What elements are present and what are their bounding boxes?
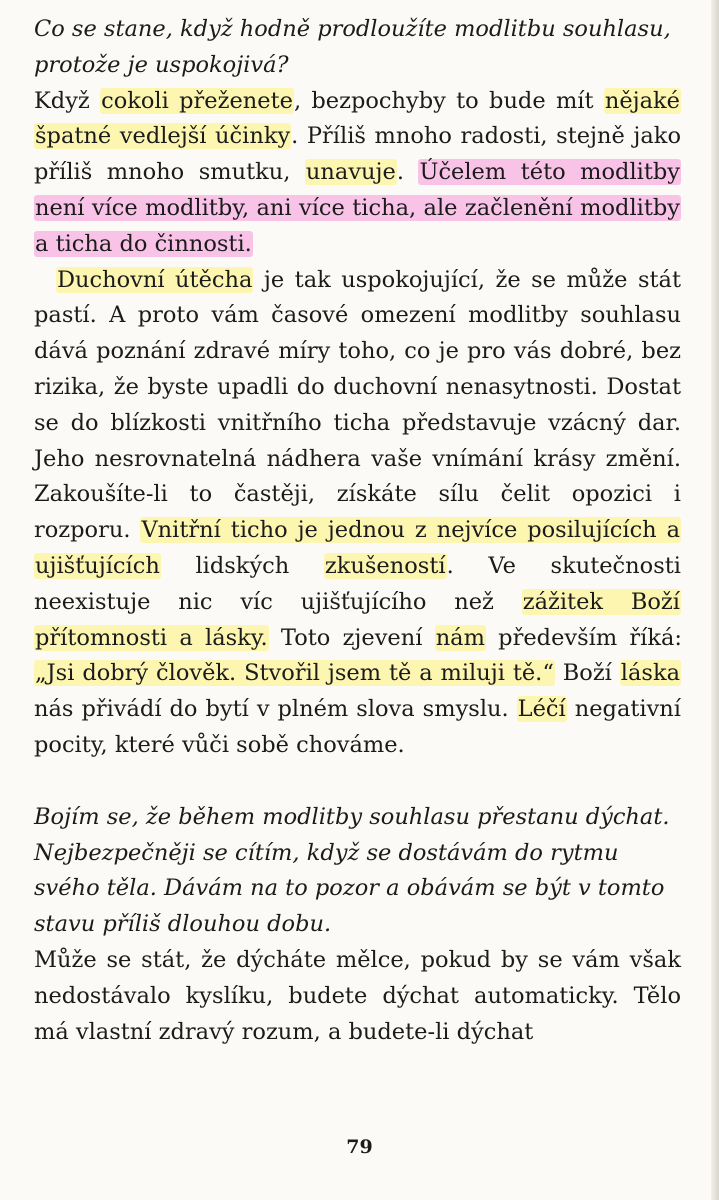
answer-1 [34,84,681,263]
highlight-yellow: „Jsi dobrý člověk. Stvořil jsem tě a miluji tě.“ [35,660,554,687]
page-number: 79 [346,1136,373,1158]
question-2: Bojím se, že během modlitby souhlasu přestanu dýchat. Nejbezpečněji se cítím, když se dostávám do rytmu svého těla. Dávám na to pozor a obávám se být v tomto stavu příliš dlouhou dobu. [34,803,670,938]
text: je tak uspokojující, že se může stát pastí. A proto vám časové omezení modlitby souhlasu dává poznání zdravé míry toho, co je pro vás dobré, bez rizika, že byste upadli do duchovní nenasytnosti. Dostat se do blízkosti vnitřního ticha představuje vzácný dar. Jeho nesrovnatelná nádhera vaše vnímání krásy změní. Zakoušíte-li to častěji, získáte sílu čelit opozici i rozporu. [34,266,681,544]
text: Boží [554,660,620,687]
section-gap [34,764,681,800]
highlight-yellow: Léčí [517,696,566,723]
highlight-yellow: zážitek Boží přítomnosti a lásky. [35,588,680,651]
question-1: Co se stane, když hodně prodloužíte modlitbu souhlasu, protože je uspokojivá? [34,16,671,78]
highlight-yellow: láska [620,660,681,687]
answer-2: Může se stát, že dýcháte mělce, pokud by se vám však nedostávalo kyslíku, budete dýchat automaticky. Tělo má vlastní zdravý rozum, a budete-li dýchat [34,946,681,1045]
text: . Příliš mnoho radosti, stejně jako příliš mnoho smutku, [34,123,681,186]
text: Toto zjevení [268,624,435,651]
text: negativní pocity, které vůči sobě chováme. [34,696,681,758]
highlight-yellow: nějaké špatné vedlejší účinky [35,87,680,150]
text: , bezpochyby to bude mít [293,87,604,114]
paragraph-2 [34,263,681,764]
text: především říká: [485,624,682,651]
highlight-yellow: zkušeností [324,552,446,579]
highlight-yellow: cokoli přeženete [101,87,293,114]
text: . Ve skutečnosti neexistuje nic víc ujišťujícího než [34,552,681,615]
highlight-yellow: nám [435,624,485,651]
page-edge [711,0,719,1200]
text: Když [34,87,101,114]
text: lidských [160,552,324,579]
highlight-yellow: Vnitřní ticho je jednou z nejvíce posilujících a ujišťujících [35,517,681,579]
highlight-yellow: Duchovní útěcha [57,266,253,293]
text: nás přivádí do bytí v plném slova smyslu. [34,696,517,723]
highlight-yellow: unavuje [305,159,396,186]
highlight-pink: Účelem této modlitby není více modlitby, ani více ticha, ale začlenění modlitby a ticha do činnosti. [35,159,681,257]
text: . [396,159,419,186]
